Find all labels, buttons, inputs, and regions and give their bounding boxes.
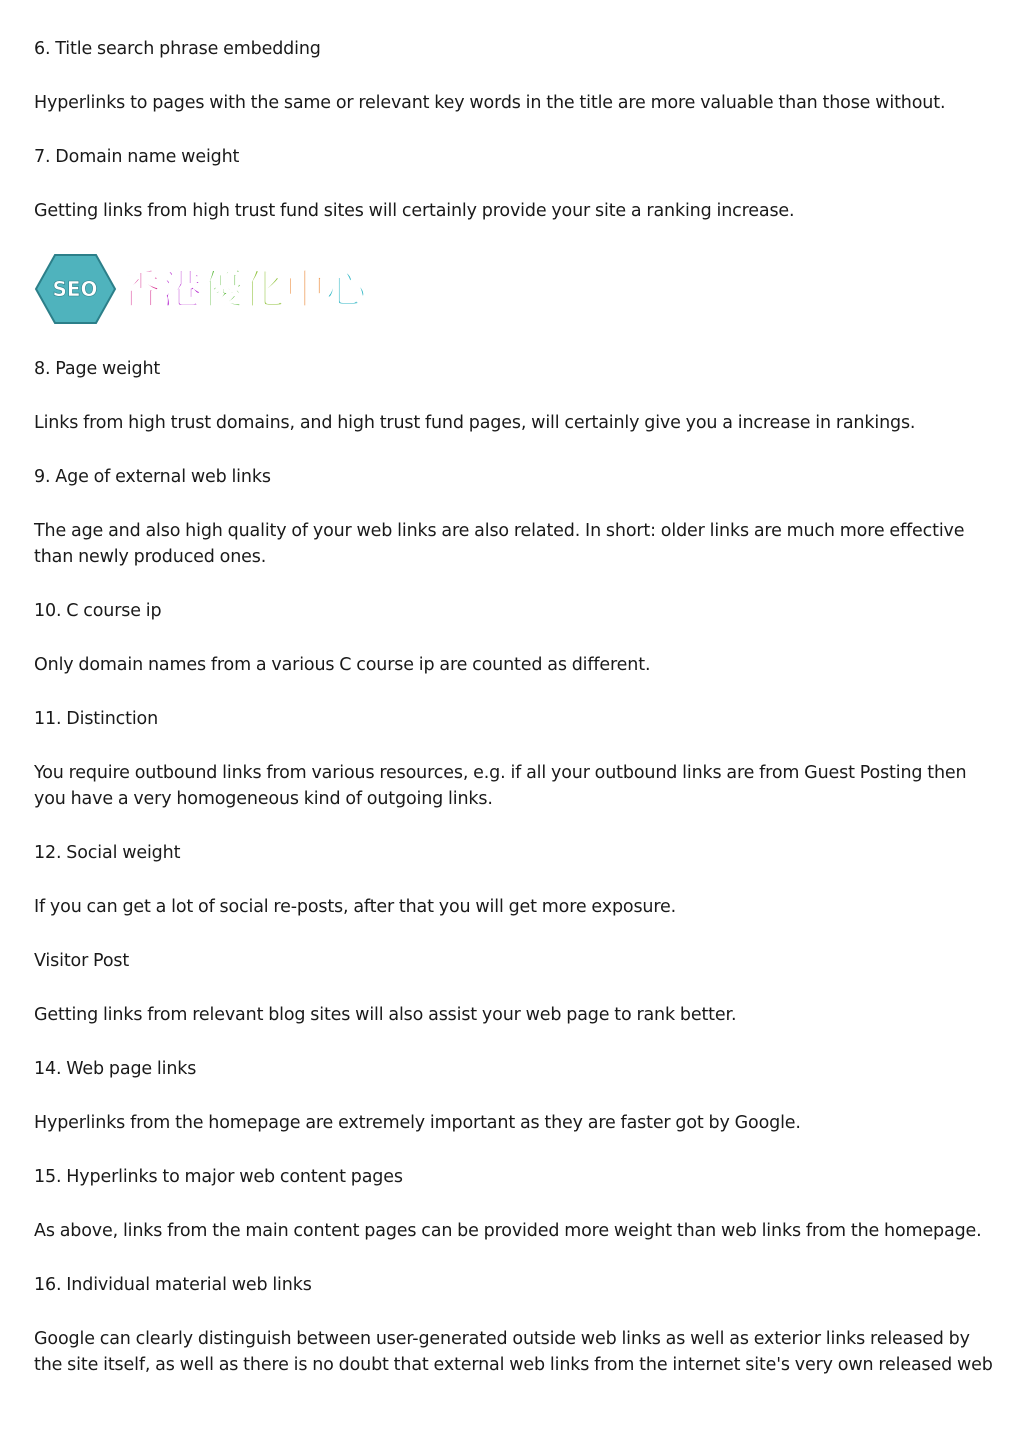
document-body xyxy=(34,36,994,1406)
heading-web-page-links: 14. Web page links xyxy=(34,1059,197,1079)
heading-title-search-phrase: 6. Title search phrase embedding xyxy=(34,39,321,59)
heading-individual-material-links: 16. Individual material web links xyxy=(34,1275,312,1295)
paragraph-age-of-links: The age and also high quality of your web links are also related. In short: older links are much more effective than newly produced ones. xyxy=(34,521,965,567)
heading-c-course-ip: 10. C course ip xyxy=(34,601,162,621)
heading-age-of-links: 9. Age of external web links xyxy=(34,467,271,487)
paragraph-page-weight: Links from high trust domains, and high trust fund pages, will certainly give you a increase in rankings. xyxy=(34,413,916,433)
seo-badge-text: SEO xyxy=(52,277,98,301)
heading-page-weight: 8. Page weight xyxy=(34,359,161,379)
seo-logo-chinese-text xyxy=(121,267,368,313)
paragraph-individual-material-links: Google can clearly distinguish between user-generated outside web links as well as exterior links released by the site itself, as well as there is no doubt that external web links from the internet site's very own released web xyxy=(34,1329,993,1375)
heading-social-weight: 12. Social weight xyxy=(34,843,181,863)
seo-logo xyxy=(34,251,994,329)
heading-distinction: 11. Distinction xyxy=(34,709,159,729)
paragraph-distinction: You require outbound links from various resources, e.g. if all your outbound links are from Guest Posting then you have a very homogeneous kind of outgoing links. xyxy=(34,763,967,809)
logo-char: 優 xyxy=(203,267,244,313)
heading-visitor-post: Visitor Post xyxy=(34,951,130,971)
logo-char: 心 xyxy=(326,267,367,313)
paragraph-title-search-phrase: Hyperlinks to pages with the same or relevant key words in the title are more valuable than those without. xyxy=(34,93,946,113)
paragraph-domain-name-weight: Getting links from high trust fund sites will certainly provide your site a ranking increase. xyxy=(34,201,795,221)
paragraph-c-course-ip: Only domain names from a various C course ip are counted as different. xyxy=(34,655,651,675)
logo-char: 化 xyxy=(244,267,285,313)
heading-major-content-pages: 15. Hyperlinks to major web content pages xyxy=(34,1167,403,1187)
logo-char: 港 xyxy=(162,267,203,313)
logo-char: 香 xyxy=(121,267,162,313)
logo-char: 中 xyxy=(285,267,326,313)
paragraph-visitor-post: Getting links from relevant blog sites will also assist your web page to rank better. xyxy=(34,1005,737,1025)
paragraph-major-content-pages: As above, links from the main content pages can be provided more weight than web links from the homepage. xyxy=(34,1221,982,1241)
paragraph-web-page-links: Hyperlinks from the homepage are extremely important as they are faster got by Google. xyxy=(34,1113,801,1133)
paragraph-social-weight: If you can get a lot of social re-posts, after that you will get more exposure. xyxy=(34,897,677,917)
seo-logo-graphic xyxy=(34,251,379,329)
heading-domain-name-weight: 7. Domain name weight xyxy=(34,147,240,167)
